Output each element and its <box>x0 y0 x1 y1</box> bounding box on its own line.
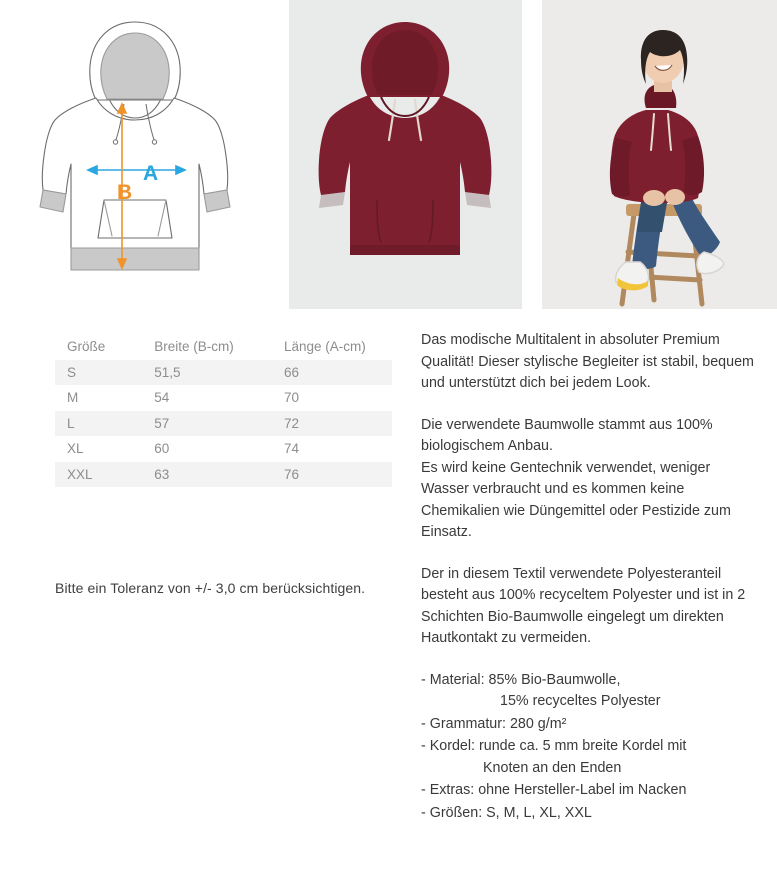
table-header-row <box>55 334 392 360</box>
cell-width: 63 <box>154 466 170 482</box>
column-header-length: Länge (A-cm) <box>283 339 366 355</box>
spec-material <box>421 670 761 713</box>
cell-size: XL <box>67 441 84 457</box>
measure-label-b: B <box>117 181 133 204</box>
spec-groessen: - Größen: S, M, L, XL, XXL <box>421 804 592 821</box>
measure-label-a: A <box>143 162 159 185</box>
table-row <box>55 360 392 386</box>
description-paragraph-2: Die verwendete Baumwolle stammt aus 100% biologischem Anbau. <box>421 416 713 454</box>
cell-width: 60 <box>154 441 170 457</box>
spec-kordel-line1: - Kordel: runde ca. 5 mm breite Kordel mit <box>421 738 687 754</box>
product-photo-image <box>289 0 522 309</box>
spec-grammatur: - Grammatur: 280 g/m² <box>421 715 567 732</box>
product-description <box>421 330 761 825</box>
cell-length: 66 <box>283 364 299 380</box>
spec-material-line2: 15% recyceltes Polyester <box>500 693 661 709</box>
cell-size: XXL <box>67 466 93 482</box>
cell-length: 72 <box>283 415 299 431</box>
description-paragraph-3: Es wird keine Gentechnik verwendet, weniger Wasser verbraucht und es kommen keine Chemikalien wie Düngemittel oder Pestizide zum Einsatz. <box>421 459 731 540</box>
description-paragraph-1: Das modische Multitalent in absoluter Premium Qualität! Dieser stylische Begleiter ist stabil, bequem und unterstützt dich bei jedem Look. <box>421 332 754 391</box>
cell-length: 74 <box>283 441 299 457</box>
spec-kordel-line2: Knoten an den Enden <box>483 759 622 776</box>
cell-size: L <box>67 415 75 431</box>
cell-size: M <box>67 390 79 406</box>
table-row <box>55 436 392 462</box>
cell-width: 57 <box>154 415 170 431</box>
cell-length: 70 <box>283 390 299 406</box>
spec-kordel <box>421 736 761 779</box>
technical-drawing-image <box>0 0 270 309</box>
spec-material-line1: - Material: 85% Bio-Baumwolle, <box>421 671 621 688</box>
table-row <box>55 385 392 411</box>
tolerance-note: Bitte ein Toleranz von +/- 3,0 cm berücksichtigen. <box>55 580 366 596</box>
column-header-size: Größe <box>67 339 106 355</box>
column-header-width: Breite (B-cm) <box>154 339 234 355</box>
cell-width: 51,5 <box>154 364 181 380</box>
table-row <box>55 462 392 488</box>
specs-list <box>421 670 761 825</box>
spec-extras: - Extras: ohne Hersteller-Label im Nacken <box>421 782 687 798</box>
model-photo-image <box>542 0 777 309</box>
cell-width: 54 <box>154 390 170 406</box>
cell-size: S <box>67 364 77 380</box>
product-image-gallery <box>0 0 777 309</box>
table-row <box>55 411 392 437</box>
cell-length: 76 <box>283 466 299 482</box>
size-table <box>55 334 392 487</box>
description-paragraph-4: Der in diesem Textil verwendete Polyesteranteil besteht aus 100% recyceltem Polyester und ist in 2 Schichten Bio-Baumwolle eingelegt um direkten Hautkontakt zu vermeiden. <box>421 565 746 646</box>
